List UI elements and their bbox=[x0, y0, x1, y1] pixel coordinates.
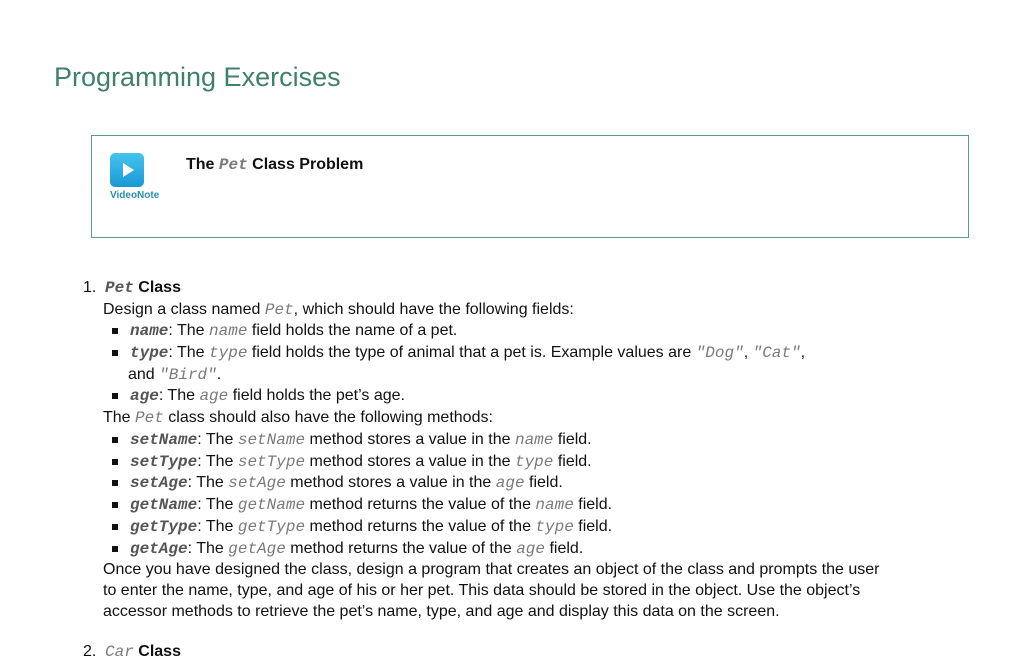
bullet-icon bbox=[112, 546, 118, 552]
method-field: age bbox=[495, 474, 525, 492]
exercise-2-name: Car bbox=[105, 643, 134, 661]
method-code: setAge bbox=[228, 474, 286, 492]
method-text: : The bbox=[187, 540, 229, 557]
method-name: getType bbox=[130, 518, 198, 536]
field-text: , bbox=[743, 344, 753, 361]
method-name: getName bbox=[130, 496, 198, 514]
field-name: name bbox=[130, 322, 169, 340]
bullet-icon bbox=[112, 437, 118, 443]
method-item-getAge bbox=[130, 538, 583, 560]
videonote-box bbox=[91, 135, 969, 238]
method-text: field. bbox=[573, 496, 613, 513]
example-value: "Bird" bbox=[159, 366, 217, 384]
exercise-1-heading bbox=[83, 277, 963, 299]
method-text: method returns the value of the bbox=[305, 518, 536, 535]
bullet-icon bbox=[112, 524, 118, 530]
bullet-icon bbox=[112, 502, 118, 508]
methods-intro-prefix: The bbox=[103, 409, 136, 426]
method-text: field. bbox=[524, 474, 563, 491]
bullet-icon bbox=[112, 480, 118, 486]
method-name: setAge bbox=[130, 474, 188, 492]
field-text: . bbox=[216, 366, 222, 383]
field-name: type bbox=[130, 344, 169, 362]
method-text: method returns the value of the bbox=[285, 540, 517, 557]
field-text: field holds the type of animal that a pet is. Example values are bbox=[247, 344, 696, 361]
exercise-1-number: 1. bbox=[83, 279, 97, 296]
method-text: : The bbox=[197, 496, 238, 513]
intro-prefix: Design a class named bbox=[103, 301, 265, 318]
field-item-type bbox=[130, 342, 805, 364]
exercise-2-title-word: Class bbox=[138, 643, 181, 660]
method-text: field. bbox=[573, 518, 613, 535]
field-item-type-continued bbox=[128, 364, 221, 386]
exercise-2-heading bbox=[83, 641, 963, 663]
field-text: field holds the pet’s age. bbox=[228, 387, 405, 404]
bullet-icon bbox=[112, 328, 118, 334]
bullet-icon bbox=[112, 350, 118, 356]
bullet-icon bbox=[112, 459, 118, 465]
method-item-setType bbox=[130, 451, 592, 473]
field-text: : The bbox=[158, 387, 200, 404]
videonote-title[interactable] bbox=[186, 156, 363, 174]
method-text: method returns the value of the bbox=[305, 496, 536, 513]
intro-code: Pet bbox=[264, 301, 294, 319]
method-item-setName bbox=[130, 429, 592, 451]
method-item-setAge bbox=[130, 472, 563, 494]
method-text: field. bbox=[553, 431, 592, 448]
method-field: type bbox=[514, 453, 554, 471]
videonote-title-code: Pet bbox=[218, 156, 248, 174]
videonote-title-suffix: Class Problem bbox=[247, 156, 364, 173]
method-field: age bbox=[516, 540, 546, 558]
method-text: : The bbox=[187, 474, 229, 491]
intro-suffix: , which should have the following fields: bbox=[293, 301, 574, 318]
method-field: name bbox=[535, 496, 574, 514]
page-title: Programming Exercises bbox=[54, 62, 341, 92]
field-item-age bbox=[130, 385, 405, 407]
field-text: : The bbox=[168, 322, 210, 339]
methods-intro-suffix: class should also have the following methods: bbox=[163, 409, 493, 426]
method-item-getType bbox=[130, 516, 612, 538]
method-text: field. bbox=[545, 540, 584, 557]
field-text: , bbox=[800, 344, 806, 361]
method-text: method stores a value in the bbox=[305, 431, 515, 448]
method-text: method stores a value in the bbox=[285, 474, 496, 491]
method-field: name bbox=[514, 431, 554, 449]
field-text: and bbox=[128, 366, 160, 383]
method-field: type bbox=[535, 518, 574, 536]
method-text: : The bbox=[197, 431, 238, 448]
field-code: type bbox=[209, 344, 248, 362]
field-text: field holds the name of a pet. bbox=[247, 322, 458, 339]
method-text: method stores a value in the bbox=[305, 453, 515, 470]
method-name: setType bbox=[130, 453, 198, 471]
method-name: setName bbox=[130, 431, 198, 449]
exercise-2-number: 2. bbox=[83, 643, 97, 660]
method-text: : The bbox=[197, 453, 238, 470]
method-code: getType bbox=[237, 518, 306, 536]
method-item-getName bbox=[130, 494, 612, 516]
exercise-1-name: Pet bbox=[105, 279, 134, 297]
methods-intro bbox=[103, 407, 493, 429]
example-value: "Cat" bbox=[752, 344, 801, 362]
field-code: age bbox=[199, 387, 229, 405]
method-text: field. bbox=[553, 453, 592, 470]
method-code: setName bbox=[237, 431, 306, 449]
method-text: : The bbox=[197, 518, 238, 535]
bullet-icon bbox=[112, 393, 118, 399]
method-code: getAge bbox=[228, 540, 286, 558]
field-name: age bbox=[130, 387, 159, 405]
field-code: name bbox=[209, 322, 248, 340]
video-play-icon[interactable] bbox=[110, 153, 144, 187]
videonote-label: VideoNote bbox=[110, 190, 160, 201]
exercise-1-title-word: Class bbox=[138, 279, 181, 296]
exercise-1-intro bbox=[103, 299, 574, 321]
methods-intro-code: Pet bbox=[135, 409, 164, 427]
method-name: getAge bbox=[130, 540, 188, 558]
example-value: "Dog" bbox=[695, 344, 744, 362]
field-item-name bbox=[130, 320, 457, 342]
exercise-1-closing: Once you have designed the class, design a program that creates an object of the class and prompts the user to enter the name, type, and age of his or her pet. This data should be stored in the object. Use the object’s accessor methods to retrieve the pet’s name, type, and age and display this data on the screen. bbox=[103, 561, 880, 620]
videonote-title-prefix: The bbox=[186, 156, 219, 173]
field-text: : The bbox=[168, 344, 210, 361]
method-code: getName bbox=[237, 496, 306, 514]
method-code: setType bbox=[237, 453, 306, 471]
